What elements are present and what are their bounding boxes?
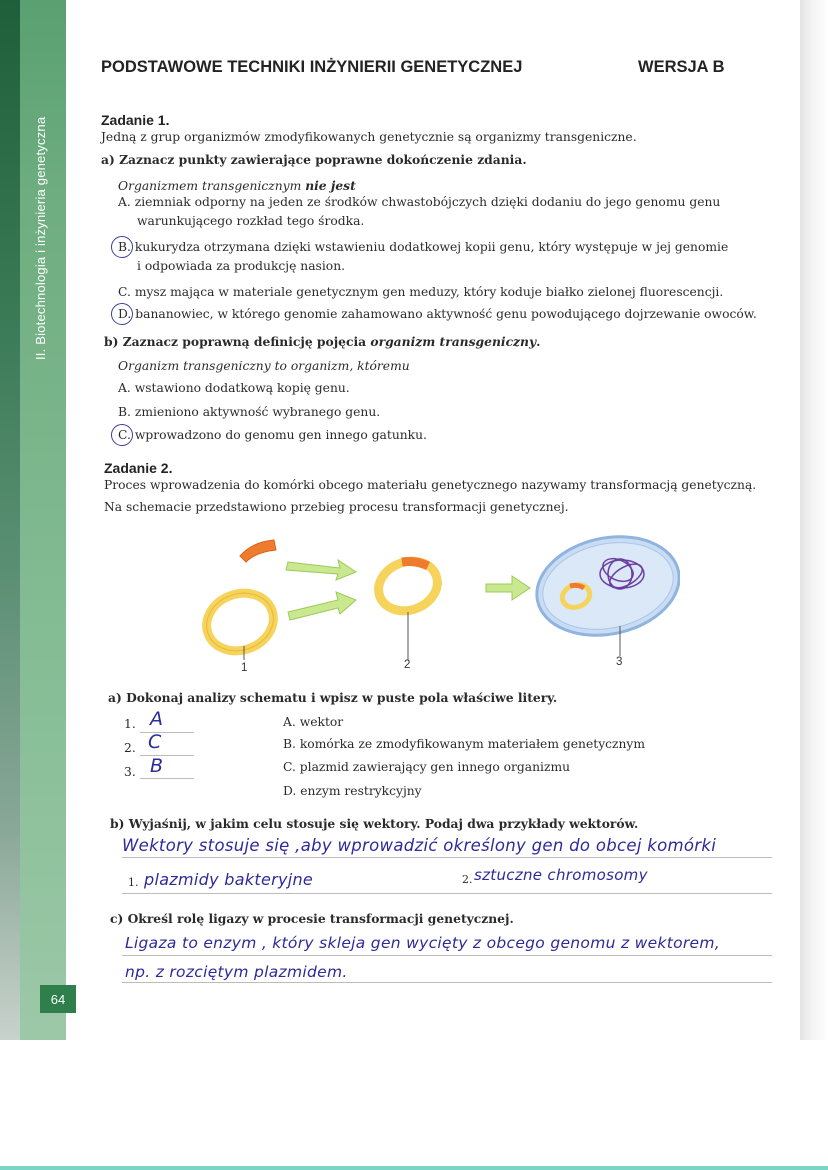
- task1a-prompt: a) Zaznacz punkty zawierające poprawne dokończenie zdania.: [101, 152, 527, 167]
- blank-number: 2.: [124, 741, 136, 755]
- option-letter: D.: [118, 307, 132, 321]
- task1b-prompt-text: b) Zaznacz poprawną definicję pojęcia: [104, 334, 371, 349]
- task1a-stem-emphasis: nie jest: [305, 178, 356, 193]
- task1a-option-d: [118, 307, 757, 322]
- option-text: wstawiono dodatkową kopię genu.: [134, 381, 350, 395]
- version-label: WERSJA B: [638, 58, 725, 76]
- choice-c: C. plazmid zawierający gen innego organizmu: [283, 760, 571, 774]
- answer-line: [122, 955, 772, 956]
- task1b-prompt-end: .: [536, 334, 541, 349]
- figure-label-2: 2: [404, 659, 411, 671]
- answer-blank: [140, 778, 194, 779]
- task1b-option-b: [118, 405, 380, 420]
- option-letter: C.: [118, 285, 131, 299]
- answer-line: [122, 857, 772, 858]
- answer-handwriting: C: [148, 731, 162, 753]
- example-2-answer: sztuczne chromosomy: [474, 866, 648, 884]
- option-text: bananowiec, w którego genomie zahamowano aktywność genu powodującego dojrzewanie owoców.: [135, 307, 757, 321]
- task1b-prompt-emphasis: organizm transgeniczny: [370, 334, 537, 349]
- task1b-stem: Organizm transgeniczny to organizm, któremu: [118, 359, 410, 373]
- arrow-3: [486, 576, 530, 600]
- task1b-option-a: [118, 381, 350, 396]
- task2b-prompt: b) Wyjaśnij, w jakim celu stosuje się wektory. Podaj dwa przykłady wektorów.: [110, 816, 639, 831]
- option-letter: C.: [118, 428, 131, 442]
- page-gutter-shadow: [800, 0, 828, 1040]
- page-header: [101, 58, 761, 77]
- task1b-prompt: [104, 334, 540, 349]
- answer-handwriting: B: [150, 755, 164, 777]
- task1b-option-c: [118, 428, 427, 443]
- task2-intro-line1: Proces wprowadzenia do komórki obcego materiału genetycznego nazywamy transformacją genetyczną.: [104, 478, 757, 492]
- task2c-answer-line2: np. z rozciętym plazmidem.: [125, 963, 348, 981]
- option-text: zmieniono aktywność wybranego genu.: [134, 405, 381, 419]
- figure-label-3: 3: [616, 656, 623, 668]
- answer-handwriting: A: [150, 708, 164, 730]
- task1a-option-c: [118, 285, 723, 300]
- chapter-title: II. Biotechnologia i inżynieria genetyczna: [33, 116, 48, 360]
- arrow-2: [288, 592, 356, 620]
- choice-d: D. enzym restrykcyjny: [283, 784, 422, 798]
- blank-number: 1.: [124, 717, 136, 731]
- task2-intro-line2: Na schemacie przedstawiono przebieg procesu transformacji genetycznej.: [104, 500, 569, 514]
- example-2-number: 2.: [462, 873, 473, 886]
- task2-title: Zadanie 2.: [104, 460, 173, 476]
- task1a-option-a: [118, 195, 720, 210]
- task2c-answer-line1: Ligaza to enzym , który skleja gen wycięty z obcego genomu z wektorem,: [125, 934, 720, 952]
- gene-fragment: [240, 540, 276, 562]
- figure-label-1: 1: [241, 662, 248, 674]
- task1-intro: Jedną z grup organizmów zmodyfikowanych genetycznie są organizmy transgeniczne.: [101, 130, 637, 144]
- task1a-stem: [118, 178, 356, 194]
- answer-line: [122, 982, 772, 983]
- task2a-prompt: a) Dokonaj analizy schematu i wpisz w puste pola właściwe litery.: [108, 690, 558, 705]
- page-title: PODSTAWOWE TECHNIKI INŻYNIERII GENETYCZNEJ: [101, 58, 523, 76]
- example-1-answer: plazmidy bakteryjne: [144, 870, 314, 889]
- option-text: wprowadzono do genomu gen innego gatunku.: [134, 428, 427, 442]
- choice-a: A. wektor: [283, 715, 344, 729]
- option-letter: B.: [118, 405, 131, 419]
- task2c-prompt: c) Określ rolę ligazy w procesie transformacji genetycznej.: [110, 911, 514, 926]
- answer-blank: [140, 755, 194, 756]
- example-1-number: 1.: [128, 876, 139, 889]
- arrow-1: [286, 560, 356, 580]
- transformation-diagram: [190, 528, 680, 678]
- option-letter: A.: [118, 381, 131, 395]
- bottom-border: [0, 1166, 828, 1170]
- option-letter: A.: [118, 195, 131, 209]
- plasmid-1: [198, 584, 281, 660]
- task1a-option-a-cont: warunkującego rozkład tego środka.: [137, 214, 365, 228]
- option-text: ziemniak odporny na jeden ze środków chwastobójczych dzięki dodaniu do jego genomu genu: [134, 195, 721, 209]
- task2b-answer: Wektory stosuje się ,aby wprowadzić określony gen do obcej komórki: [122, 836, 717, 855]
- option-text: mysz mająca w materiale genetycznym gen meduzy, który koduje białko zielonej fluorescencji.: [134, 285, 724, 299]
- task1a-option-b-cont: i odpowiada za produkcję nasion.: [137, 259, 346, 273]
- blank-number: 3.: [124, 765, 136, 779]
- task1a-stem-text: Organizmem transgenicznym: [118, 179, 306, 193]
- choice-b: B. komórka ze zmodyfikowanym materiałem genetycznym: [283, 737, 646, 751]
- answer-line: [122, 893, 772, 894]
- option-letter: B.: [118, 240, 131, 254]
- task1-title: Zadanie 1.: [101, 112, 170, 128]
- scan-edge: [0, 0, 20, 1040]
- option-text: kukurydza otrzymana dzięki wstawieniu dodatkowej kopii genu, który występuje w jej genomie: [134, 240, 729, 254]
- task1a-option-b: [118, 240, 728, 255]
- page-number: 64: [40, 985, 76, 1013]
